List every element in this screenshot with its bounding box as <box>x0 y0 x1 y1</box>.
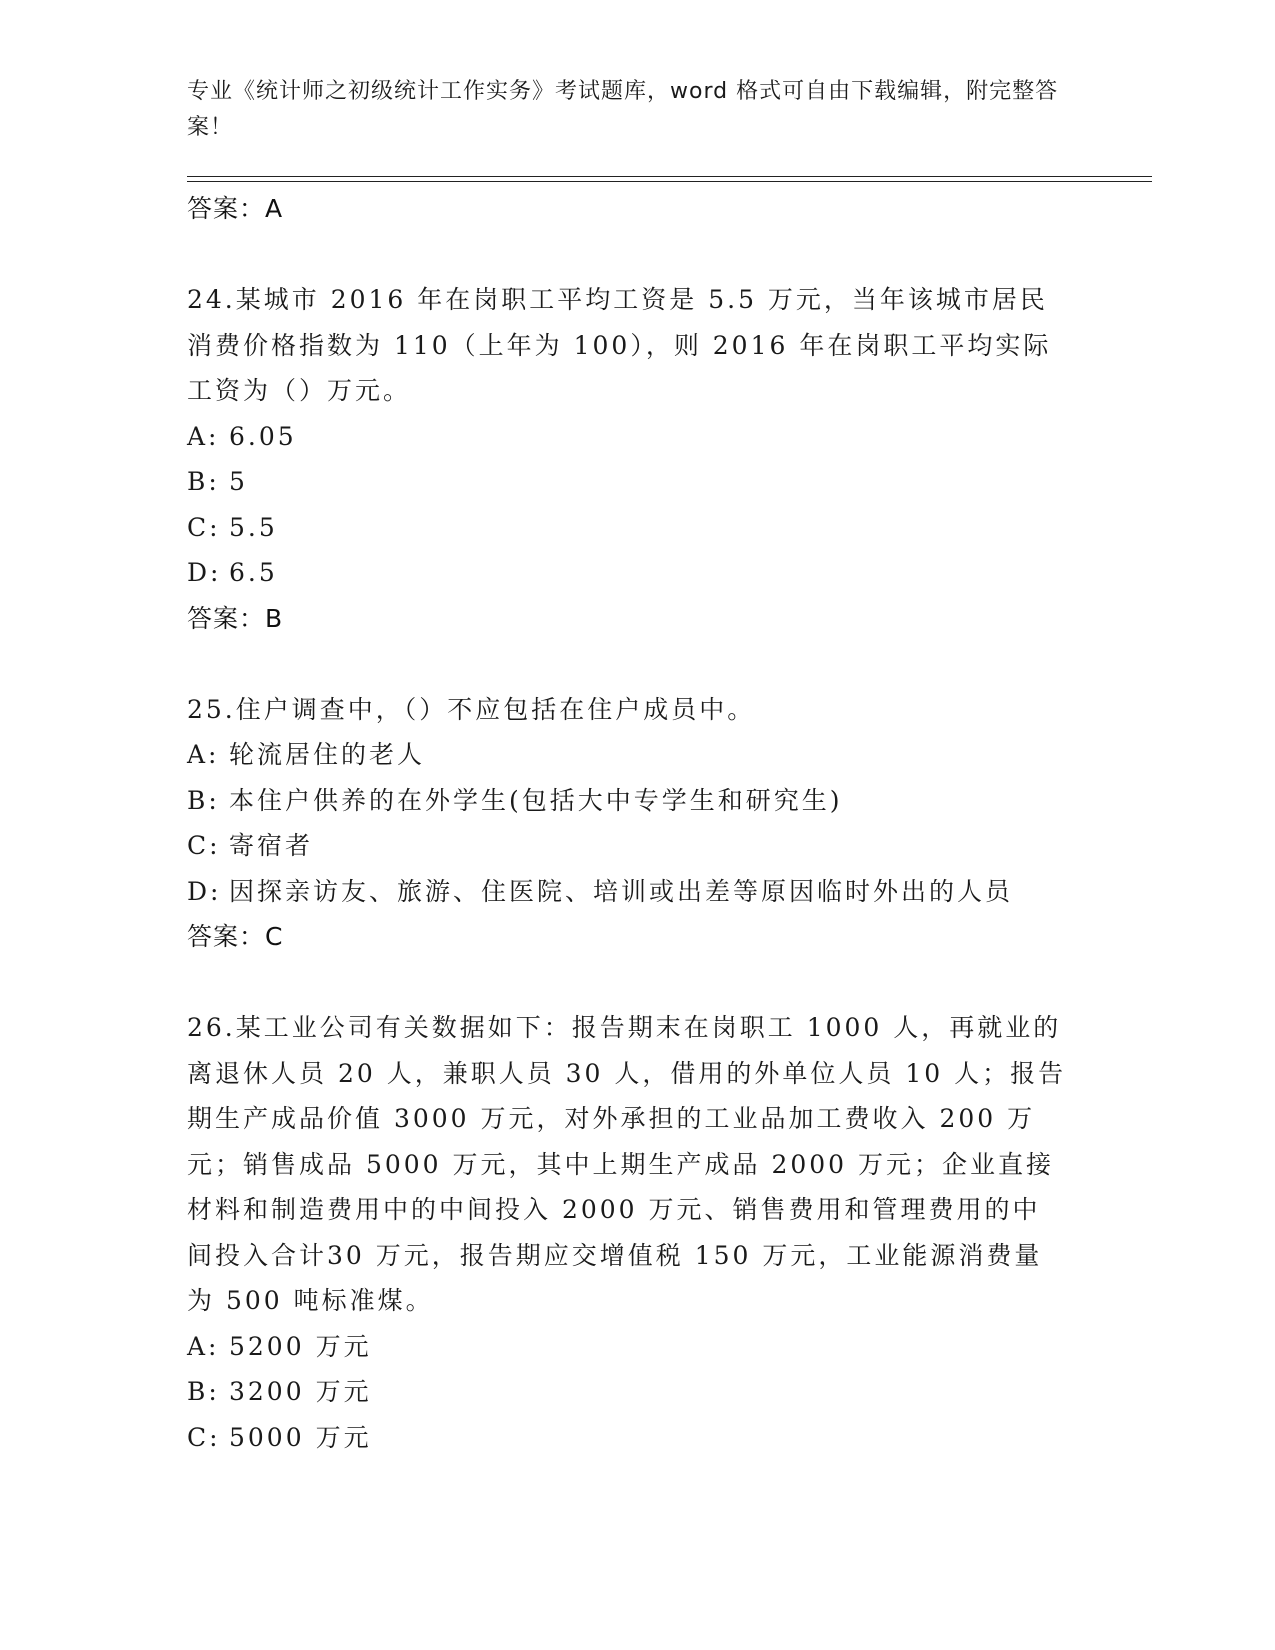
option-text: 3200 万元 <box>229 1377 372 1406</box>
option-text: 6.05 <box>229 421 297 451</box>
header-rule-bottom <box>187 181 1152 182</box>
answer-line: 答案：A <box>187 194 284 223</box>
answer-line: 答案：C <box>187 922 284 951</box>
option-text: 轮流居住的老人 <box>229 740 426 769</box>
option-text: 因探亲访友、旅游、住医院、培训或出差等原因临时外出的人员 <box>229 876 1014 906</box>
option-c <box>187 505 1067 551</box>
option-d <box>187 869 1067 915</box>
option-text: 寄宿者 <box>229 831 314 860</box>
option-key: C: <box>187 512 221 542</box>
option-key: B: <box>187 467 220 496</box>
option-a <box>187 414 1067 460</box>
option-text: 本住户供养的在外学生(包括大中专学生和研究生) <box>229 785 843 815</box>
option-key: D: <box>187 558 222 587</box>
option-key: B: <box>187 785 220 815</box>
option-b <box>187 778 1067 824</box>
option-b <box>187 1369 1067 1415</box>
option-key: A: <box>187 740 220 769</box>
option-a <box>187 732 1067 778</box>
answer-line: 答案：B <box>187 603 284 633</box>
option-key: C: <box>187 1422 221 1452</box>
option-c <box>187 823 1067 869</box>
option-b <box>187 459 1067 505</box>
option-text: 5.5 <box>229 512 278 542</box>
option-c <box>187 1415 1067 1461</box>
option-key: C: <box>187 831 221 860</box>
option-key: A: <box>187 421 220 451</box>
question-25 <box>187 687 1067 960</box>
option-a <box>187 1324 1067 1370</box>
option-key: A: <box>187 1331 220 1361</box>
question-stem: 26.某工业公司有关数据如下：报告期末在岗职工 1000 人，再就业的离退休人员 20 人，兼职人员 30 人，借用的外单位人员 10 人；报告期生产成品价值 3000 万元，对外承担的工业品加工费收入 200 万元；销售成品 5000 万元，其中上期生产成品 2000 万元；企业直接材料和制造费用中的中间投入 2000 万元、销售费用和管理费用的中间投入合计30 万元，报告期应交增值税 150 万元，工业能源消费量为 500 吨标准煤。 <box>187 1013 1067 1315</box>
page-header-text: 专业《统计师之初级统计工作实务》考试题库，word 格式可自由下载编辑，附完整答案！ <box>187 79 1059 140</box>
question-26 <box>187 1005 1067 1460</box>
option-text: 5200 万元 <box>229 1331 372 1361</box>
option-key: B: <box>187 1377 220 1406</box>
option-text: 5000 万元 <box>229 1422 372 1452</box>
question-stem: 25.住户调查中，（）不应包括在住户成员中。 <box>187 694 756 724</box>
option-text: 6.5 <box>229 558 278 587</box>
question-stem: 24.某城市 2016 年在岗职工平均工资是 5.5 万元，当年该城市居民消费价格指数为 110（上年为 100），则 2016 年在岗职工平均实际工资为（）万元。 <box>187 285 1052 405</box>
question-content <box>187 186 1067 1460</box>
option-key: D: <box>187 876 222 906</box>
option-d <box>187 550 1067 596</box>
option-text: 5 <box>229 467 248 496</box>
question-24 <box>187 277 1067 641</box>
header-rule-top <box>187 176 1152 177</box>
